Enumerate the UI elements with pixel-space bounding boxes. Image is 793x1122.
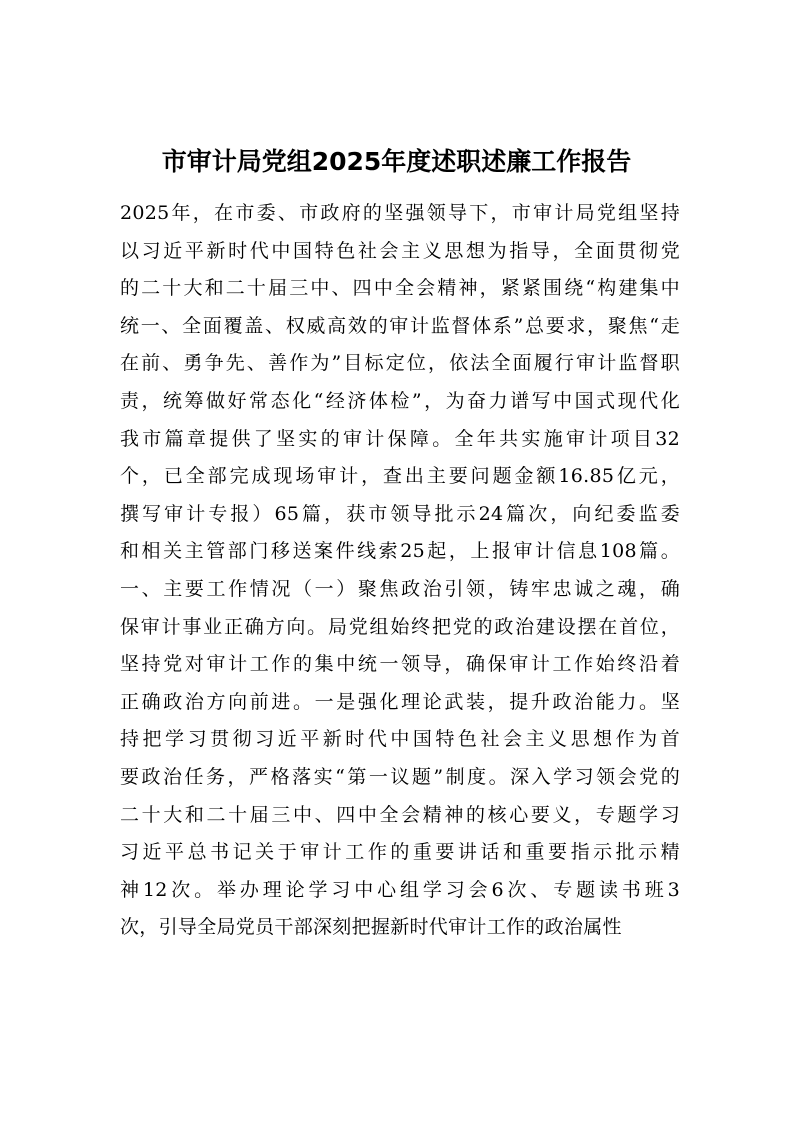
body-line: 在前、勇争先、善作为”目标定位，依法全面履行审计监督职 <box>120 352 680 375</box>
body-line: 保审计事业正确方向。局党组始终把党的政治建设摆在首位， <box>120 615 680 638</box>
body-line: 以习近平新时代中国特色社会主义思想为指导，全面贯彻党 <box>120 239 680 262</box>
body-line: 我市篇章提供了坚实的审计保障。全年共实施审计项目32 <box>120 427 680 450</box>
body-line: 撰写审计专报）65篇，获市领导批示24篇次，向纪委监委 <box>120 502 680 525</box>
body-line: 二十大和二十届三中、四中全会精神的核心要义，专题学习 <box>120 803 680 826</box>
body-line: 责，统筹做好常态化“经济体检”，为奋力谱写中国式现代化 <box>120 389 680 412</box>
document-title: 市审计局党组2025年度述职述廉工作报告 <box>161 146 632 176</box>
body-line: 的二十大和二十届三中、四中全会精神，紧紧围绕“构建集中 <box>120 277 680 300</box>
body-line: 要政治任务，严格落实“第一议题”制度。深入学习领会党的 <box>120 765 680 788</box>
document-body <box>120 195 680 947</box>
body-line: 坚持党对审计工作的集中统一领导，确保审计工作始终沿着 <box>120 653 680 676</box>
body-line: 正确政治方向前进。一是强化理论武装，提升政治能力。坚 <box>120 690 680 713</box>
body-line: 次，引导全局党员干部深刻把握新时代审计工作的政治属性 <box>120 916 622 939</box>
body-line: 习近平总书记关于审计工作的重要讲话和重要指示批示精 <box>120 841 680 864</box>
body-line: 统一、全面覆盖、权威高效的审计监督体系”总要求，聚焦“走 <box>120 314 680 337</box>
body-line: 持把学习贯彻习近平新时代中国特色社会主义思想作为首 <box>120 728 680 751</box>
body-line: 和相关主管部门移送案件线索25起，上报审计信息108篇。 <box>120 540 680 563</box>
body-line: 神12次。举办理论学习中心组学习会6次、专题读书班3 <box>120 878 680 901</box>
body-line: 一、主要工作情况（一）聚焦政治引领，铸牢忠诚之魂，确 <box>120 577 680 600</box>
body-line: 2025年，在市委、市政府的坚强领导下，市审计局党组坚持 <box>120 202 680 224</box>
body-line: 个，已全部完成现场审计，查出主要问题金额16.85亿元， <box>120 465 680 488</box>
